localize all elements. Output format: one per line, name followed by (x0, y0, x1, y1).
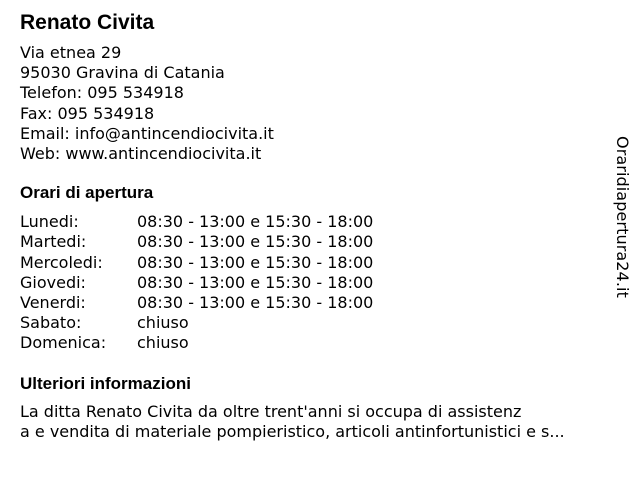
time-value: 08:30 - 13:00 e 15:30 - 18:00 (137, 293, 374, 313)
time-value: 08:30 - 13:00 e 15:30 - 18:00 (137, 272, 374, 292)
more-info-heading: Ulteriori informazioni (20, 373, 191, 393)
site-watermark: Oraridiapertura24.it (613, 136, 632, 298)
time-value: 08:30 - 13:00 e 15:30 - 18:00 (137, 252, 374, 272)
description-line: La ditta Renato Civita da oltre trent'anni si occupa di assistenz (20, 401, 522, 421)
opening-hours-table (20, 212, 610, 353)
address-city: 95030 Gravina di Catania (20, 63, 225, 83)
hours-row-wednesday (20, 253, 610, 273)
hours-row-sunday (20, 333, 610, 353)
hours-row-friday (20, 293, 610, 313)
day-label: Giovedi: (20, 272, 86, 292)
more-info-description (20, 402, 620, 443)
day-label: Sabato: (20, 313, 82, 333)
hours-row-tuesday (20, 232, 610, 252)
opening-hours-heading: Orari di apertura (20, 183, 154, 203)
time-value: 08:30 - 13:00 e 15:30 - 18:00 (137, 232, 374, 252)
time-value: chiuso (137, 333, 189, 353)
business-name: Renato Civita (20, 11, 155, 34)
email-address: Email: info@antincendiocivita.it (20, 123, 274, 143)
description-line: a e vendita di materiale pompieristico, articoli antinfortunistici e s... (20, 422, 565, 442)
hours-row-monday (20, 212, 610, 232)
address-street: Via etnea 29 (20, 43, 122, 62)
hours-row-saturday (20, 313, 610, 333)
contact-block (20, 43, 610, 164)
fax-number: Fax: 095 534918 (20, 103, 155, 123)
phone-number: Telefon: 095 534918 (20, 83, 184, 103)
day-label: Venerdi: (20, 293, 86, 313)
day-label: Domenica: (20, 333, 107, 353)
time-value: chiuso (137, 313, 189, 333)
website: Web: www.antincendiocivita.it (20, 144, 262, 164)
day-label: Martedi: (20, 232, 87, 252)
time-value: 08:30 - 13:00 e 15:30 - 18:00 (137, 212, 374, 232)
day-label: Mercoledi: (20, 252, 103, 272)
hours-row-thursday (20, 273, 610, 293)
day-label: Lunedi: (20, 212, 79, 232)
business-card (20, 10, 610, 443)
